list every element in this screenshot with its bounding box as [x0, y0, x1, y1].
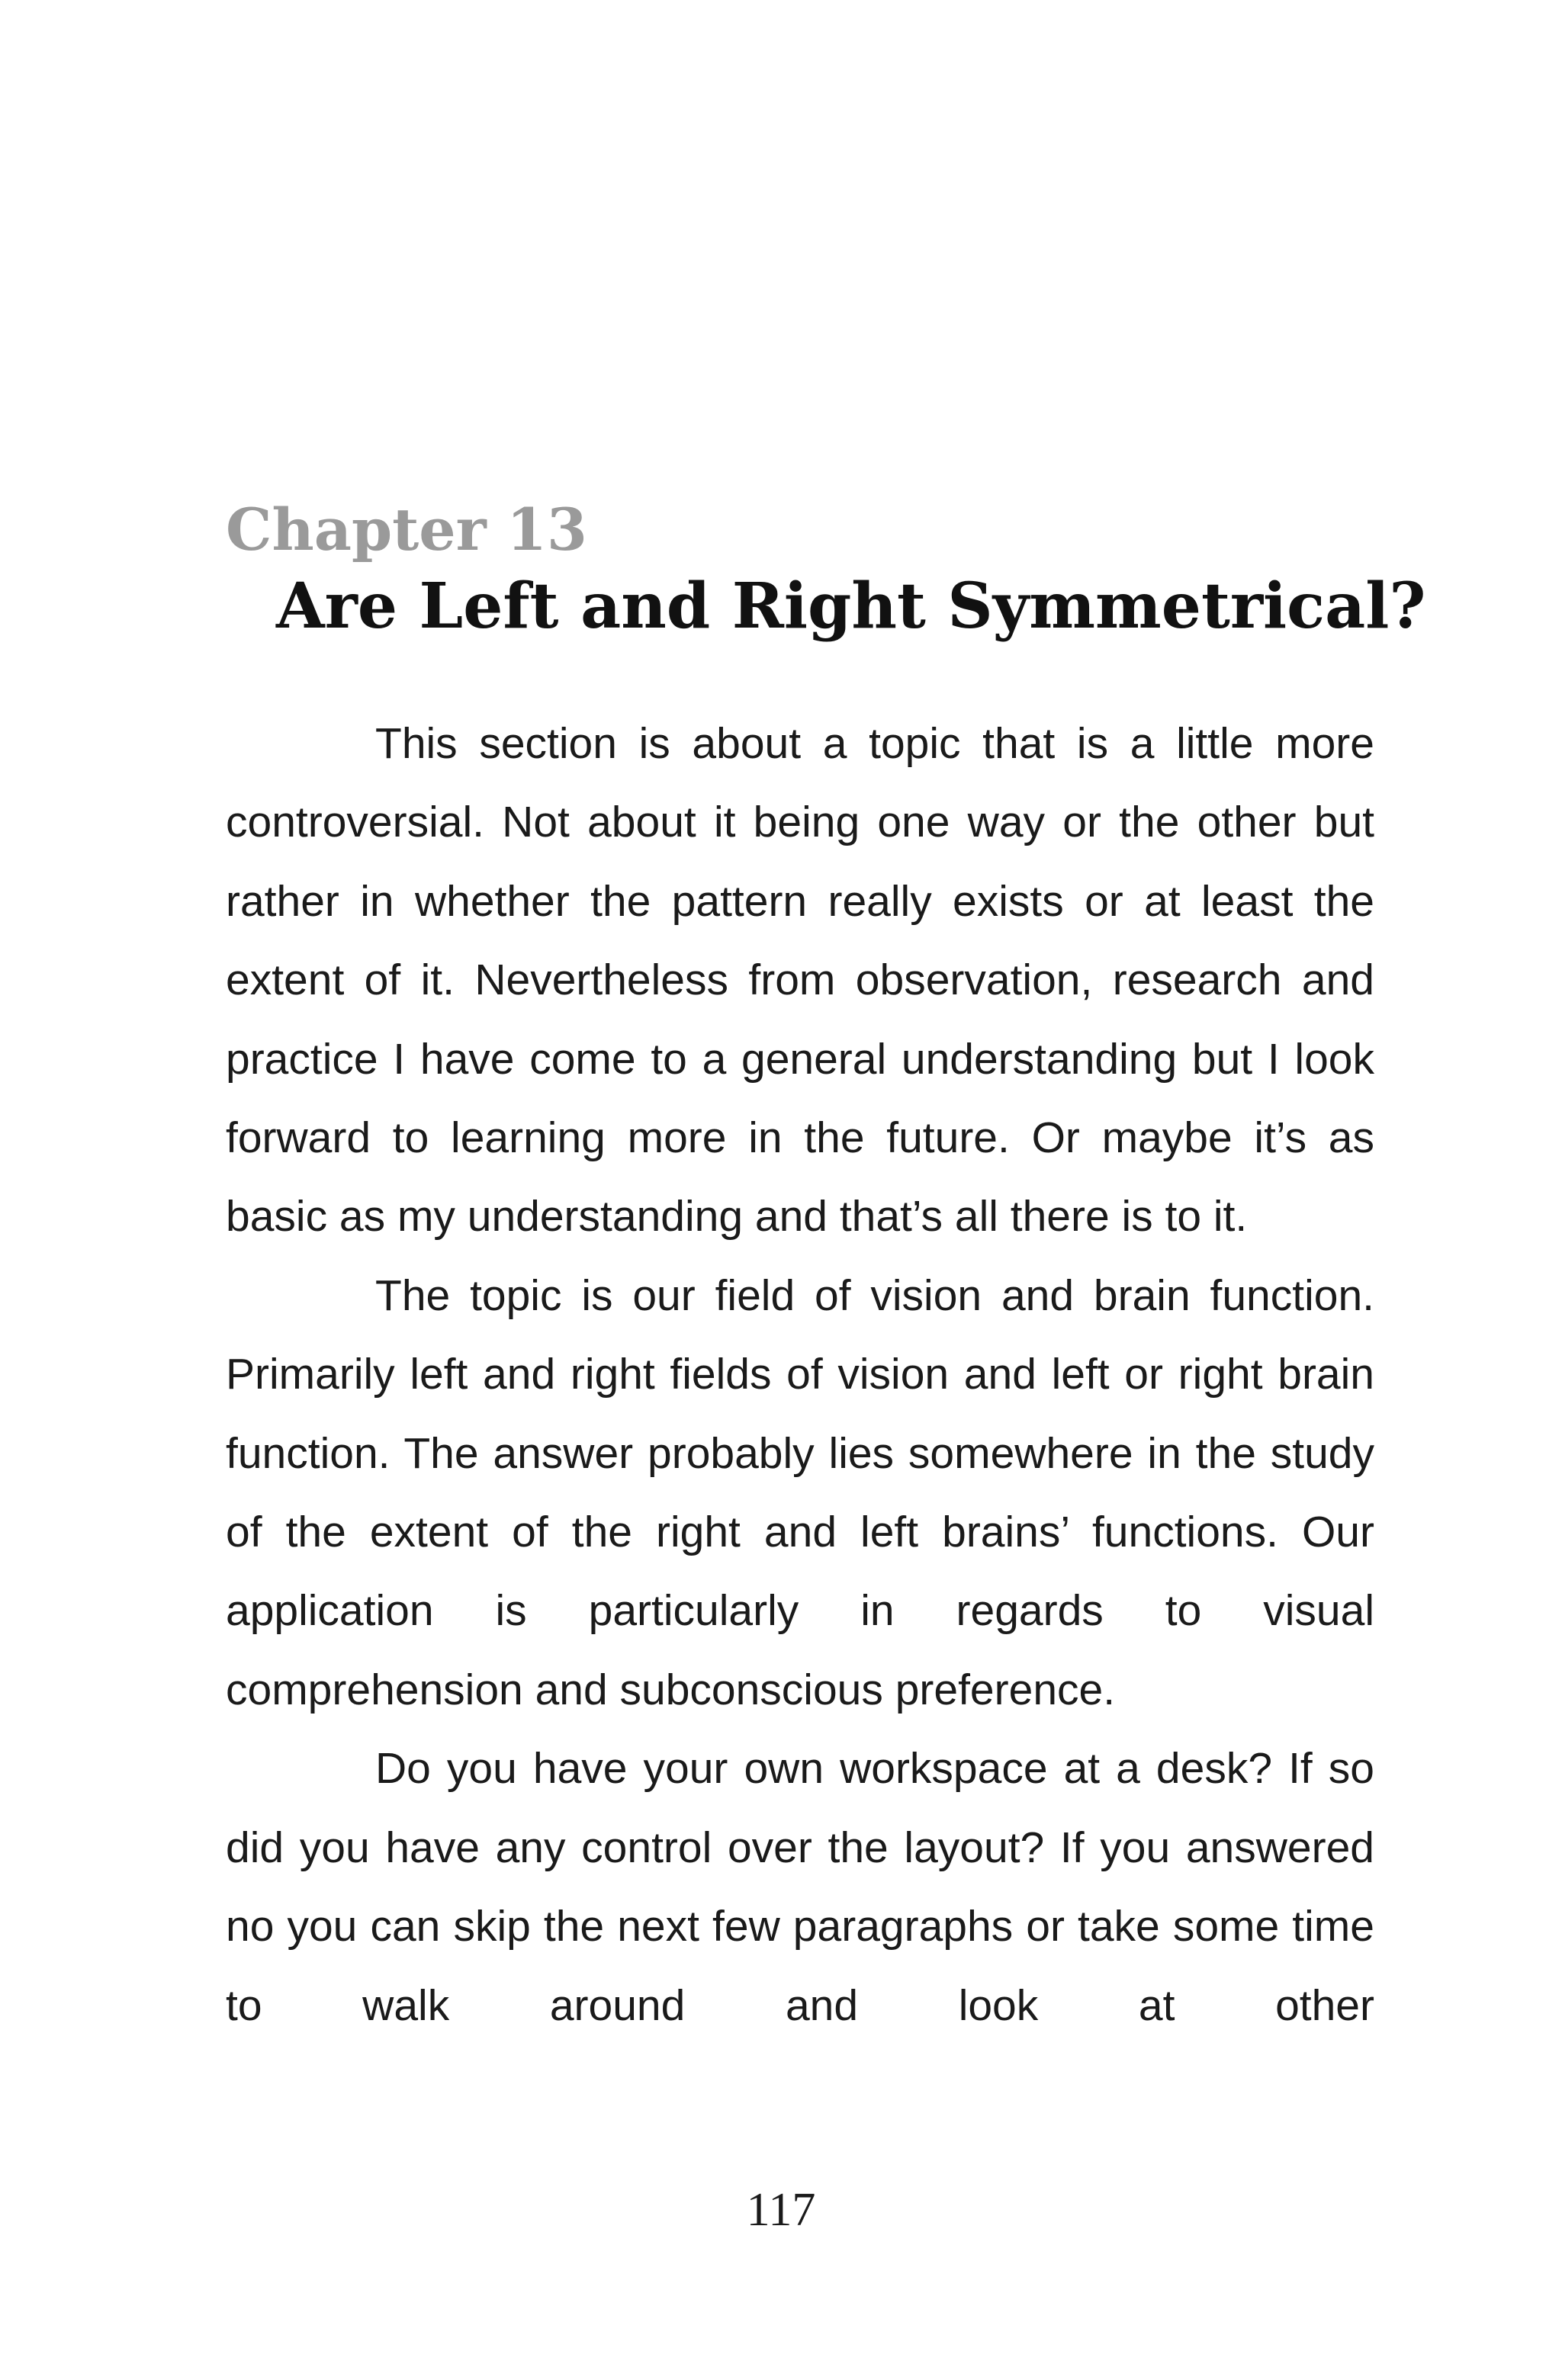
body-text	[226, 705, 1374, 2045]
paragraph: The topic is our field of vision and brain function. Primarily left and right fields of vision and left or right brain function. The answer probably lies somewhere in the study of the extent of the right and left brains’ functions. Our application is particularly in regards to visual comprehension and subconscious preference.	[226, 1270, 1374, 1714]
paragraph: Do you have your own workspace at a desk? If so did you have any control over the layout? If you answered no you can skip the next few paragraphs or take some time to walk around and look at other	[226, 1744, 1374, 2030]
chapter-title: Are Left and Right Symmetrical?	[276, 570, 1426, 643]
chapter-label: Chapter 13	[226, 496, 587, 564]
page-number: 117	[746, 2184, 816, 2236]
paragraph: This section is about a topic that is a little more controversial. Not about it being one way or the other but rather in whether the pattern really exists or at least the extent of it. Nevertheless from observation, research and practice I have come to a general understanding but I look forward to learning more in the future. Or maybe it’s as basic as my understanding and that’s all there is to it.	[226, 719, 1374, 1241]
